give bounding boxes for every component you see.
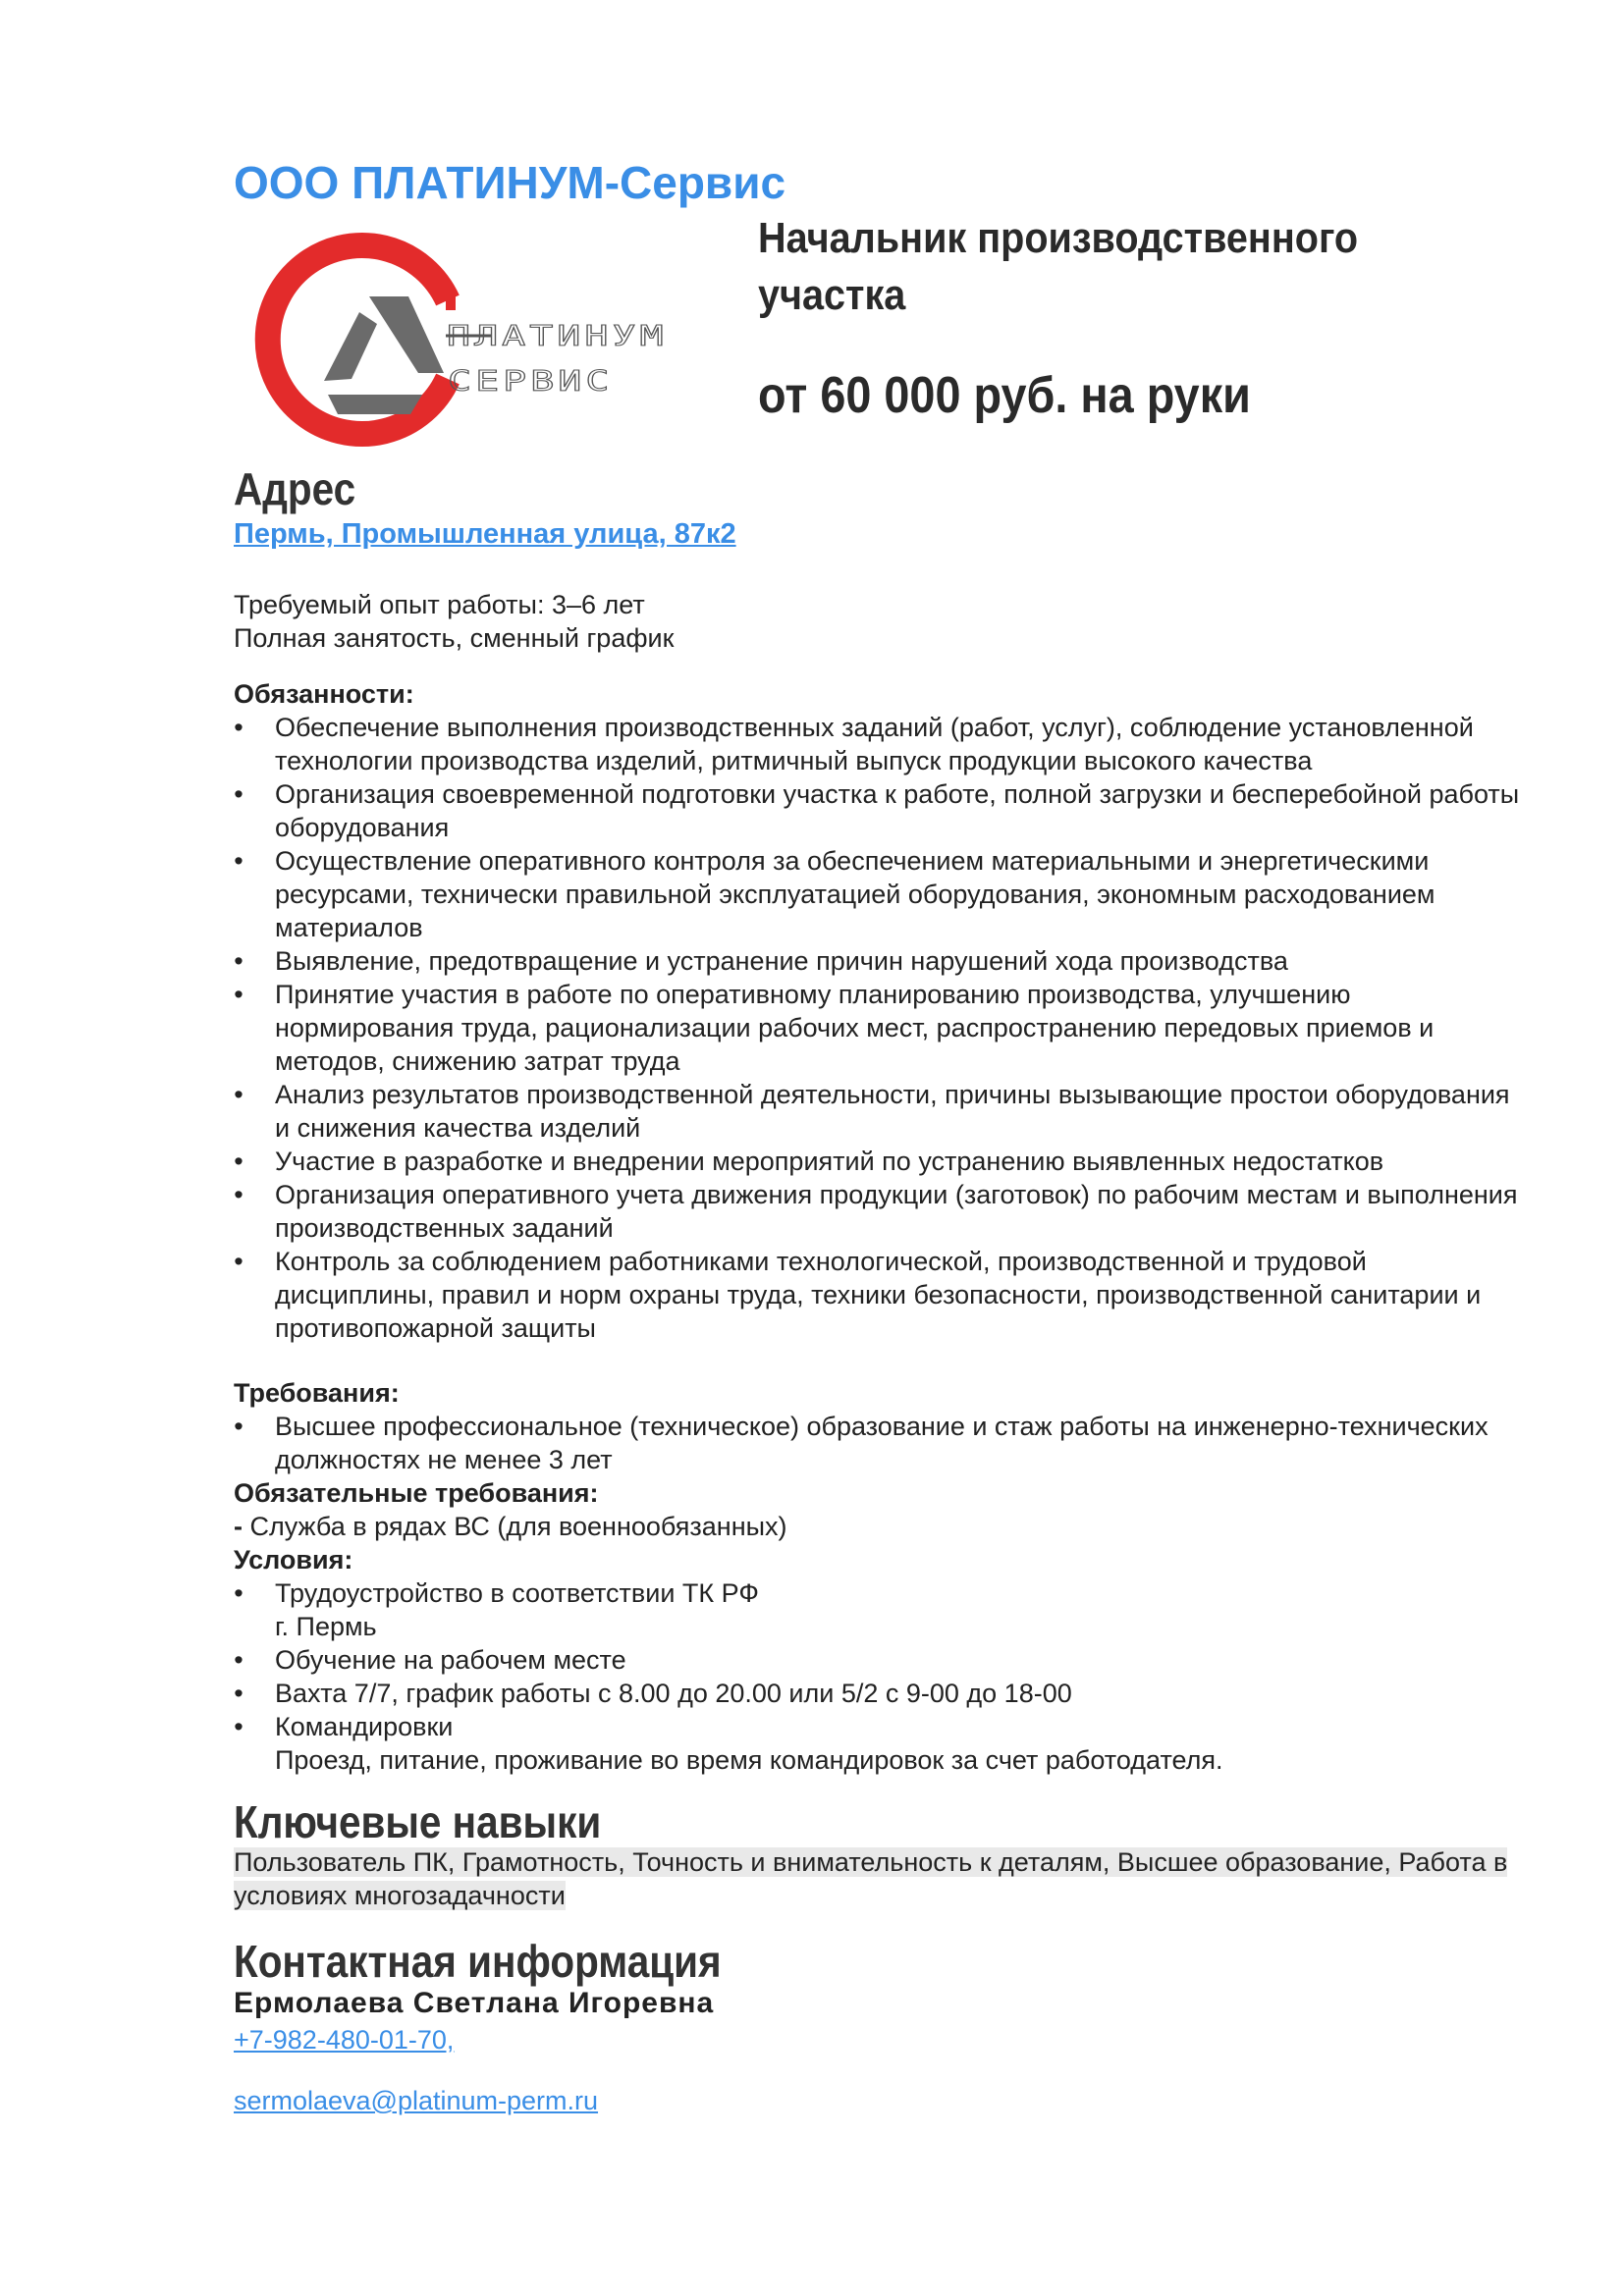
mandatory-dash: - xyxy=(234,1512,243,1541)
platinum-service-logo xyxy=(236,222,746,457)
skills-highlight: Пользователь ПК, Грамотность, Точность и внимательность к деталям, Высшее образование, Работа в условиях многозадачности xyxy=(234,1847,1508,1910)
bullet-icon: • xyxy=(234,980,244,1009)
bullet-icon: • xyxy=(234,1645,244,1675)
condition-item xyxy=(234,1677,1530,1710)
employment-text: Полная занятость, сменный график xyxy=(234,623,675,653)
duty-item xyxy=(234,777,1530,844)
salary: от 60 000 руб. на руки xyxy=(758,367,1251,424)
logo-mark-bottom xyxy=(328,395,422,414)
bullet-icon: • xyxy=(234,1180,244,1209)
mandatory-text xyxy=(234,1510,787,1543)
logo-mark-right xyxy=(369,296,444,373)
duty-item-text: Организация своевременной подготовки участка к работе, полной загрузки и бесперебойной работы оборудования xyxy=(275,779,1520,842)
experience-text: Требуемый опыт работы: 3–6 лет xyxy=(234,590,645,619)
bullet-icon: • xyxy=(234,946,244,976)
requirements-label: Требования: xyxy=(234,1378,400,1408)
duty-item xyxy=(234,1145,1530,1178)
logo-mark-left xyxy=(324,312,377,381)
duty-item xyxy=(234,1078,1530,1145)
duty-item-text: Принятие участия в работе по оперативному планированию производства, улучшению нормирования труда, рационализации рабочих мест, распространению передовых приемов и методов, снижению затрат труда xyxy=(275,980,1435,1076)
bullet-icon: • xyxy=(234,1247,244,1276)
duty-item-text: Обеспечение выполнения производственных заданий (работ, услуг), соблюдение установленной технологии производства изделий, ритмичный выпуск продукции высокого качества xyxy=(275,713,1474,775)
contacts-heading: Контактная информация xyxy=(234,1936,722,1987)
bullet-icon: • xyxy=(234,1712,244,1741)
condition-item-text: Вахта 7/7, график работы с 8.00 до 20.00 или 5/2 с 9-00 до 18-00 xyxy=(275,1679,1072,1708)
requirement-item xyxy=(234,1410,1530,1476)
condition-item xyxy=(234,1710,1530,1777)
bullet-icon: • xyxy=(234,1412,244,1441)
address-link[interactable]: Пермь, Промышленная улица, 87к2 xyxy=(234,518,736,550)
condition-item-detail: Проезд, питание, проживание во время командировок за счет работодателя. xyxy=(275,1745,1223,1775)
condition-item xyxy=(234,1576,1530,1643)
duty-item xyxy=(234,1178,1530,1245)
bullet-icon: • xyxy=(234,713,244,742)
duty-item xyxy=(234,978,1530,1078)
condition-item-text: Командировки xyxy=(275,1712,454,1741)
duty-item-text: Выявление, предотвращение и устранение причин нарушений хода производства xyxy=(275,946,1288,976)
contact-name: Ермолаева Светлана Игоревна xyxy=(234,1987,715,2019)
duty-item xyxy=(234,711,1530,777)
skills-text xyxy=(234,1845,1510,1912)
bullet-icon: • xyxy=(234,1679,244,1708)
duty-item-text: Организация оперативного учета движения продукции (заготовок) по рабочим местам и выполнения производственных заданий xyxy=(275,1180,1518,1243)
bullet-icon: • xyxy=(234,779,244,809)
duty-item-text: Контроль за соблюдением работниками технологической, производственной и трудовой дисциплины, правил и норм охраны труда, техники безопасности, производственной санитарии и противопожарной защиты xyxy=(275,1247,1482,1343)
duties-list xyxy=(234,711,1530,1345)
logo-text-line1: ПЛАТИНУМ xyxy=(447,320,668,353)
bullet-icon: • xyxy=(234,846,244,876)
requirement-item-text: Высшее профессиональное (техническое) образование и стаж работы на инженерно-технических должностях не менее 3 лет xyxy=(275,1412,1489,1474)
bullet-icon: • xyxy=(234,1147,244,1176)
address-heading: Адрес xyxy=(234,463,356,514)
bullet-icon: • xyxy=(234,1578,244,1608)
duty-item-text: Участие в разработке и внедрении мероприятий по устранению выявленных недостатков xyxy=(275,1147,1384,1176)
company-name: ООО ПЛАТИНУМ-Сервис xyxy=(234,157,786,208)
duty-item xyxy=(234,844,1530,944)
duties-label: Обязанности: xyxy=(234,679,414,709)
bullet-icon: • xyxy=(234,1080,244,1109)
job-title: Начальник производственного участка xyxy=(758,214,1359,319)
contact-phone-link[interactable]: +7-982-480-01-70, xyxy=(234,2025,455,2055)
requirements-list xyxy=(234,1410,1530,1476)
mandatory-label: Обязательные требования: xyxy=(234,1478,599,1508)
duty-item xyxy=(234,1245,1530,1345)
conditions-label: Условия: xyxy=(234,1545,353,1575)
logo-text-line2: СЕРВИС xyxy=(448,365,614,399)
condition-item xyxy=(234,1643,1530,1677)
skills-heading: Ключевые навыки xyxy=(234,1796,602,1847)
conditions-list xyxy=(234,1576,1530,1777)
duty-item xyxy=(234,944,1530,978)
mandatory-item: Служба в рядах ВС (для военнообязанных) xyxy=(243,1512,787,1541)
condition-item-text: Трудоустройство в соответствии ТК РФ xyxy=(275,1578,759,1608)
condition-item-detail: г. Пермь xyxy=(275,1612,377,1641)
contact-email-link[interactable]: sermolaeva@platinum-perm.ru xyxy=(234,2086,599,2115)
duty-item-text: Анализ результатов производственной деятельности, причины вызывающие простои оборудования и снижения качества изделий xyxy=(275,1080,1510,1143)
condition-item-text: Обучение на рабочем месте xyxy=(275,1645,626,1675)
duty-item-text: Осуществление оперативного контроля за обеспечением материальными и энергетическими ресурсами, технически правильной эксплуатацией оборудования, экономным расходованием материалов xyxy=(275,846,1435,942)
